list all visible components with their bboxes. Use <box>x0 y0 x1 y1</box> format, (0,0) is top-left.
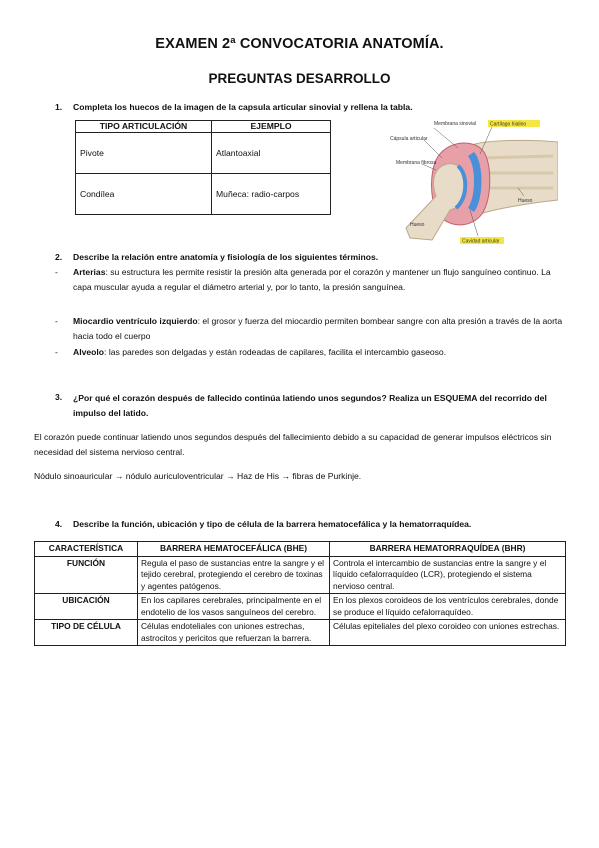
bone-left <box>406 164 466 240</box>
question-text: Describe la relación entre anatomía y fisiología de los siguientes términos. <box>73 252 379 262</box>
question-number: 1. <box>55 102 63 112</box>
label-cartilago-hialino: Cartílago hialino <box>490 121 527 128</box>
joint-table <box>75 120 331 215</box>
list-item-alveolo: - Alveolo: las paredes son delgadas y están rodeadas de capilares, facilita el intercambio gaseoso. <box>55 347 447 357</box>
question-number: 3. <box>55 392 63 402</box>
table-row <box>76 174 331 215</box>
table-row <box>35 594 566 620</box>
page-title: EXAMEN 2ª CONVOCATORIA ANATOMÍA. <box>155 36 444 52</box>
question-2 <box>55 251 575 264</box>
list-item-miocardio: - Miocardio ventrículo izquierdo: el grosor y fuerza del miocardio permiten bombear sangre con alta presión a través de la aorta hacia todo el cuerpo <box>55 316 563 341</box>
question-3 <box>55 391 575 419</box>
table-row <box>76 133 331 174</box>
label-hueso-right: Hueso <box>518 198 533 204</box>
synovial-joint-figure <box>388 118 558 250</box>
table-cell: Pivote <box>76 133 212 174</box>
table-cell: En los plexos coroideos de los ventrículos cerebrales, donde se produce el líquido cefalorraquídeo. <box>330 594 566 620</box>
table-row <box>35 620 566 646</box>
page-subtitle: PREGUNTAS DESARROLLO <box>208 71 391 86</box>
label-cavidad-articular: Cavidad articular <box>462 238 500 245</box>
table-cell: En los capilares cerebrales, principalmente en el endotelio de los vasos sanguíneos del cerebro. <box>138 594 330 620</box>
q3-answer: El corazón puede continuar latiendo unos segundos después del fallecimiento debido a su capacidad de generar impulsos eléctricos sin necesidad del sistema nervioso central. <box>34 432 552 457</box>
term-description: : el grosor y fuerza del miocardio permiten bombear sangre con alta presión a través de la aorta hacia todo el cuerpo <box>73 316 563 341</box>
table-cell: Controla el intercambio de sustancias entre la sangre y el líquido cefalorraquídeo (LCR), protegiendo el sistema nervioso central. <box>330 556 566 594</box>
list-item-arterias: - Arterias: su estructura les permite resistir la presión alta generada por el corazón y mantener un flujo sanguíneo continuo. La capa muscular ayuda a regular el diámetro arterial y, por lo tanto, la presión sanguínea. <box>55 267 551 292</box>
table-header: TIPO ARTICULACIÓN <box>76 121 212 133</box>
table-header: BARRERA HEMATORRAQUÍDEA (BHR) <box>330 542 566 557</box>
question-number: 2. <box>55 252 63 262</box>
term: Arterias <box>73 267 106 277</box>
table-header: BARRERA HEMATOCEFÁLICA (BHE) <box>138 542 330 557</box>
table-cell: Células epiteliales del plexo coroideo con uniones estrechas. <box>330 620 566 646</box>
table-header: CARACTERÍSTICA <box>35 542 138 557</box>
table-cell: FUNCIÓN <box>35 556 138 594</box>
table-cell: Muñeca: radio-carpos <box>212 174 331 215</box>
table-header: EJEMPLO <box>212 121 331 133</box>
term: Alveolo <box>73 347 105 357</box>
barriers-table <box>34 541 566 646</box>
question-4 <box>55 518 585 531</box>
question-number: 4. <box>55 519 63 529</box>
term: Miocardio ventrículo izquierdo <box>73 316 198 326</box>
question-text: Describe la función, ubicación y tipo de célula de la barrera hematocefálica y la hematorraquídea. <box>73 519 472 529</box>
question-text: Completa los huecos de la imagen de la capsula articular sinovial y rellena la tabla. <box>73 102 413 112</box>
question-1 <box>55 101 575 114</box>
table-cell: Células endoteliales con uniones estrechas, astrocitos y pericitos que refuerzan la barrera. <box>138 620 330 646</box>
label-membrana-sinovial: Membrana sinovial <box>434 121 476 127</box>
label-hueso-left: Hueso <box>410 222 425 228</box>
table-cell: UBICACIÓN <box>35 594 138 620</box>
table-cell: TIPO DE CÉLULA <box>35 620 138 646</box>
question-text: ¿Por qué el corazón después de fallecido continúa latiendo unos segundos? Realiza un ESQUEMA del recorrido del impulso del latido. <box>73 393 547 418</box>
term-description: : las paredes son delgadas y están rodeadas de capilares, facilita el intercambio gaseoso. <box>104 347 447 357</box>
table-cell: Atlantoaxial <box>212 133 331 174</box>
table-cell: Condílea <box>76 174 212 215</box>
table-cell: Regula el paso de sustancias entre la sangre y el tejido cerebral, protegiendo el cerebro de toxinas y agentes patógenos. <box>138 556 330 594</box>
label-membrana-fibrosa: Membrana fibrosa <box>396 160 437 166</box>
q3-scheme: Nódulo sinoauricular → nódulo auriculoventricular → Haz de His → fibras de Purkinje. <box>34 471 362 481</box>
term-description: : su estructura les permite resistir la presión alta generada por el corazón y mantener un flujo sanguíneo continuo. La capa muscular ayuda a regular el diámetro arterial y, por lo tanto, la presión sanguínea. <box>73 267 551 292</box>
label-capsula-articular: Cápsula articular <box>390 136 428 142</box>
table-row <box>35 556 566 594</box>
